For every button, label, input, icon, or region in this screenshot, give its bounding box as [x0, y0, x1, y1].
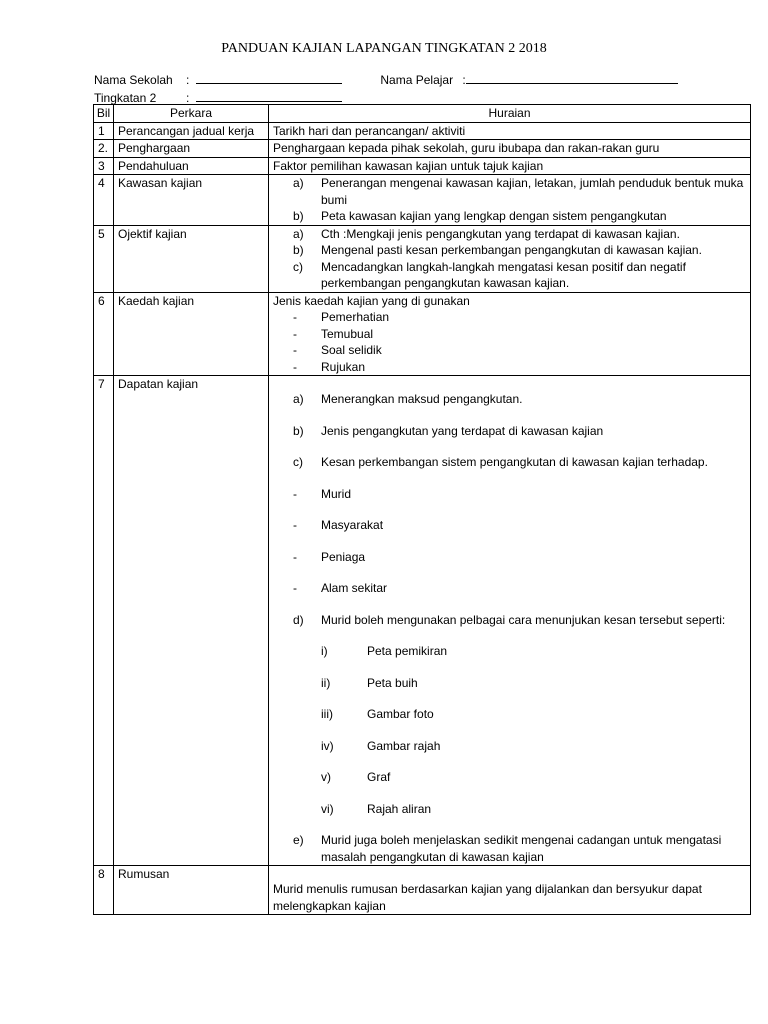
list-item — [273, 242, 746, 259]
dash-bullet: - — [293, 343, 297, 357]
row-number: 5 — [94, 225, 114, 292]
list-item — [273, 486, 746, 503]
table-row — [94, 140, 751, 158]
row-huraian — [269, 225, 751, 292]
dash-bullet: - — [293, 549, 297, 564]
table-row — [94, 292, 751, 376]
item-text: Jenis pengangkutan yang terdapat di kawasan kajian — [321, 423, 604, 438]
list-item — [273, 326, 746, 343]
item-label: b) — [293, 423, 304, 438]
dash-bullet: - — [293, 326, 297, 341]
item-text: Peta buih — [367, 675, 418, 690]
row-huraian — [269, 175, 751, 226]
list-item — [273, 342, 746, 359]
row-number: 4 — [94, 175, 114, 226]
item-text: Murid juga boleh menjelaskan sedikit mengenai cadangan untuk mengatasi masalah pengangkutan di kawasan kajian — [321, 833, 722, 864]
school-label: Nama Sekolah — [94, 73, 173, 87]
table-header-row — [94, 105, 751, 123]
row-perkara: Pendahuluan — [114, 157, 269, 175]
item-label: v) — [321, 770, 331, 784]
colon: : — [462, 73, 466, 87]
item-label: c) — [293, 455, 303, 469]
item-label: d) — [293, 612, 304, 627]
school-name-field[interactable] — [196, 70, 342, 84]
row-perkara: Kawasan kajian — [114, 175, 269, 226]
list-item — [273, 454, 746, 471]
dash-bullet: - — [293, 310, 297, 324]
colon: : — [186, 73, 190, 87]
item-label: e) — [293, 833, 304, 847]
row-number: 7 — [94, 376, 114, 866]
list-item — [273, 309, 746, 326]
item-text: Menerangkan maksud pengangkutan. — [321, 392, 523, 406]
header-bil: Bil — [94, 105, 114, 123]
list-item — [273, 580, 746, 597]
dash-bullet: - — [293, 359, 297, 374]
list-item — [273, 175, 746, 208]
item-label: a) — [293, 226, 304, 241]
item-text: Peniaga — [321, 549, 366, 564]
row-number: 1 — [94, 122, 114, 140]
table-row — [94, 157, 751, 175]
list-item — [273, 612, 746, 629]
class-row — [94, 88, 342, 104]
list-item — [273, 643, 746, 660]
item-label: a) — [293, 392, 304, 406]
item-text: Penerangan mengenai kawasan kajian, letakan, jumlah penduduk bentuk muka bumi — [321, 176, 744, 207]
list-item — [273, 769, 746, 786]
item-label: i) — [321, 644, 328, 658]
dash-bullet: - — [293, 518, 297, 532]
item-text: Rujukan — [321, 359, 366, 374]
row-huraian — [269, 376, 751, 866]
class-field[interactable] — [196, 88, 342, 102]
item-text: Cth :Mengkaji jenis pengangkutan yang terdapat di kawasan kajian. — [321, 226, 680, 241]
item-label: b) — [293, 209, 304, 223]
row-number: 8 — [94, 866, 114, 915]
row-perkara: Kaedah kajian — [114, 292, 269, 376]
row-perkara: Dapatan kajian — [114, 376, 269, 866]
item-label: b) — [293, 243, 304, 257]
document-title: PANDUAN KAJIAN LAPANGAN TINGKATAN 2 2018 — [221, 41, 547, 56]
item-text: Peta kawasan kajian yang lengkap dengan sistem pengangkutan — [321, 209, 667, 223]
item-text: Gambar foto — [367, 707, 434, 721]
list-item — [273, 208, 746, 225]
item-label: a) — [293, 176, 304, 190]
school-row — [94, 70, 678, 86]
item-text: Pemerhatian — [321, 310, 390, 324]
item-text: Gambar rajah — [367, 738, 441, 753]
table-row — [94, 122, 751, 140]
item-label: vi) — [321, 801, 334, 816]
list-item — [273, 423, 746, 440]
row-perkara: Ojektif kajian — [114, 225, 269, 292]
conclusion-text: Murid menulis rumusan berdasarkan kajian yang dijalankan dan bersyukur dapat melengkapkan kajian — [273, 882, 702, 913]
table-row — [94, 866, 751, 915]
row-number: 6 — [94, 292, 114, 376]
table-row — [94, 225, 751, 292]
row-huraian: Faktor pemilihan kawasan kajian untuk tajuk kajian — [269, 157, 751, 175]
list-item — [273, 801, 746, 818]
table-row — [94, 376, 751, 866]
row-perkara: Rumusan — [114, 866, 269, 915]
header-perkara: Perkara — [114, 105, 269, 123]
item-text: Masyarakat — [321, 518, 384, 532]
item-text: Kesan perkembangan sistem pengangkutan di kawasan kajian terhadap. — [321, 455, 708, 469]
student-label: Nama Pelajar — [380, 73, 454, 87]
item-label: c) — [293, 259, 303, 274]
student-name-field[interactable] — [466, 70, 678, 84]
row-huraian — [269, 292, 751, 376]
item-text: Rajah aliran — [367, 801, 432, 816]
header-huraian: Huraian — [269, 105, 751, 123]
row-number: 3 — [94, 157, 114, 175]
list-item — [273, 675, 746, 692]
item-text: Mengenal pasti kesan perkembangan pengangkutan di kawasan kajian. — [321, 243, 702, 257]
dash-bullet: - — [293, 486, 297, 501]
item-label: ii) — [321, 675, 331, 690]
row-huraian — [269, 866, 751, 915]
method-intro: Jenis kaedah kajian yang di gunakan — [273, 293, 470, 308]
item-text: Mencadangkan langkah-langkah mengatasi kesan positif dan negatif perkembangan pengangkutan kawasan kajian. — [321, 259, 686, 290]
item-text: Soal selidik — [321, 343, 382, 357]
colon: : — [186, 91, 190, 105]
list-item — [273, 391, 746, 408]
row-perkara: Penghargaan — [114, 140, 269, 158]
list-item — [273, 706, 746, 723]
table-row — [94, 175, 751, 226]
item-text: Alam sekitar — [321, 581, 388, 595]
item-label: iv) — [321, 738, 334, 753]
item-text: Murid — [321, 486, 352, 501]
list-item — [273, 549, 746, 566]
item-label: iii) — [321, 707, 333, 721]
item-text: Murid boleh mengunakan pelbagai cara menunjukan kesan tersebut seperti: — [321, 612, 726, 627]
row-number: 2. — [94, 140, 114, 158]
row-huraian: Penghargaan kepada pihak sekolah, guru ibubapa dan rakan-rakan guru — [269, 140, 751, 158]
item-text: Graf — [367, 770, 391, 784]
list-item — [273, 259, 746, 292]
guide-table — [93, 104, 751, 915]
item-text: Peta pemikiran — [367, 644, 448, 658]
item-text: Temubual — [321, 326, 374, 341]
list-item — [273, 832, 746, 865]
list-item — [273, 517, 746, 534]
list-item — [273, 738, 746, 755]
row-huraian: Tarikh hari dan perancangan/ aktiviti — [269, 122, 751, 140]
list-item — [273, 359, 746, 376]
class-label: Tingkatan 2 — [94, 91, 157, 105]
dash-bullet: - — [293, 581, 297, 595]
list-item — [273, 226, 746, 243]
row-perkara: Perancangan jadual kerja — [114, 122, 269, 140]
